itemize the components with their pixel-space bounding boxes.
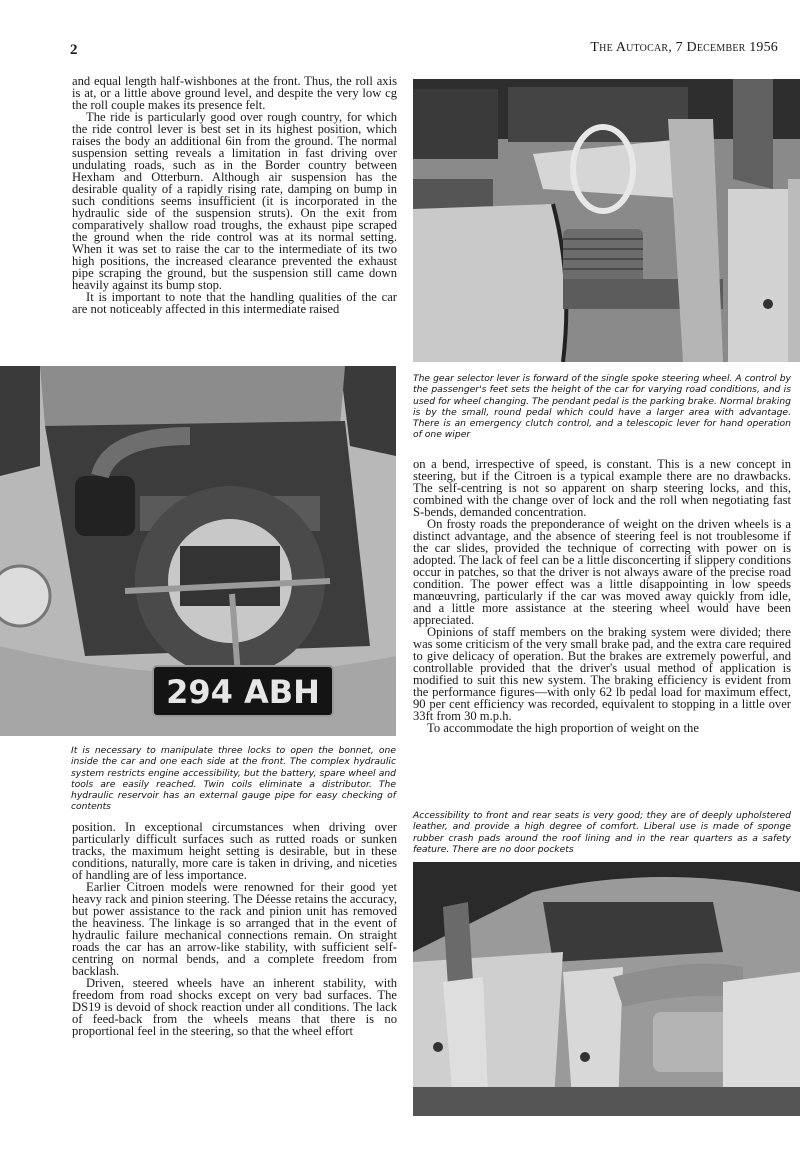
number-plate: 294 ABH [166,673,320,711]
running-head: The Autocar, 7 December 1956 [590,40,778,55]
paragraph: Earlier Citroen models were renowned for their good yet heavy rack and pinion steering. The Déesse retains the accuracy, but power assistance to the rack and pinion unit has removed the heaviness. The linkage is so arranged that in the event of hydraulic failure mechanical connections remain. On straight roads the car has an arrow-like stability, with sufficient self-centring on normal bends, and a complete freedom from backlash. [72,880,397,978]
paragraph: and equal length half-wishbones at the front. Thus, the roll axis is at, or a little above ground level, and despite the very low cg the roll couple makes its presence felt. [72,74,397,112]
paragraph: It is important to note that the handling qualities of the car are not noticeably affected in this intermediate raised [72,290,397,316]
engine-photo [0,366,396,736]
paragraph: on a bend, irrespective of speed, is constant. This is a new concept in steering, but if the Citroen is a typical example there are no drawbacks. The self-centring is not so apparent on sharp steering locks, and this, combined with the change over of lock and the roll when negotiating fast S-bends, demanded concentration. [413,457,791,519]
seats-photo [413,862,800,1116]
page-number: 2 [70,42,78,58]
car-interior-image [413,79,800,362]
engine-caption: It is necessary to manipulate three locks to open the bonnet, one inside the car and one each side at the front. The complex hydraulic system restricts engine accessibility, but the battery, spare wheel and tools are easily reached. Twin coils eliminate a distributor. The hydraulic reservoir has an external gauge pipe for easy checking of contents [71,745,396,813]
seats-caption: Accessibility to front and rear seats is very good; they are of deeply upholstered leather, and provide a high degree of comfort. Liberal use is made of sponge rubber crash pads around the roof lining and in the rear quarters as a safety feature. There are no door pockets [413,810,791,855]
interior-caption: The gear selector lever is forward of the single spoke steering wheel. A control by the passenger's feet sets the height of the car for varying road conditions, and is used for wheel changing. The pendant pedal is the parking brake. Normal braking is by the small, round pedal which could have a larger area with advantage. There is an emergency clutch control, and a telescopic lever for hand operation of one wiper [413,373,791,441]
interior-photo [413,79,800,362]
paragraph: To accommodate the high proportion of weight on the [427,721,699,735]
engine-bay-image [0,366,396,736]
paragraph: On frosty roads the preponderance of weight on the driven wheels is a distinct advantage, and the absence of steering feel is not troublesome if the car slides, provided the technique of correcting with power on is adopted. The lack of feel can be a little disconcerting if slippery conditions occur in patches, so that the driver is not always aware of the precise road condition. The power effect was a little disappointing in low speeds manœuvring, particularly if the car was moved away quickly from idle, and a little more assistance at the steering wheel would have been appreciated. [413,517,791,627]
right-column [413,458,791,734]
left-column-top [72,75,397,315]
paragraph: position. In exceptional circumstances when driving over particularly difficult surfaces such as rutted roads or sunken tracks, the maximum height setting is desirable, but in these conditions, naturally, more care is taken in driving, and niceties of handling are of less importance. [72,820,397,882]
car-seats-image [413,862,800,1116]
left-column-bottom [72,821,397,1037]
paragraph: The ride is particularly good over rough country, for which the ride control lever is best set in its highest position, which raises the body an additional 6in from the ground. The normal suspension setting reveals a limitation in fast driving over undulating roads, such as in the Border country between Hexham and Otterburn. Although air suspension has the desirable quality of a rapidly rising rate, damping on bump in such conditions seems insufficient (it is incorporated in the hydraulic side of the suspension struts). On the exit from comparatively shallow road troughs, the exhaust pipe scraped the ground when the ride control was at its normal setting. When it was set to raise the car to the intermediate of its two high positions, the increased clearance prevented the exhaust pipe scraping the ground, but the suspension still came down heavily against its bump stop. [72,110,397,292]
paragraph: Opinions of staff members on the braking system were divided; there was some criticism of the very small brake pad, and the extra care required to give delicacy of operation. But the brakes are extremely powerful, and controllable provided that the driver's usual method of application is modified to suit this new system. The braking efficiency is evident from the performance figures—with only 62 lb pedal load for maximum effect, 90 per cent efficiency was recorded, equivalent to stopping in a little over 33ft from 30 m.p.h. [413,625,791,723]
paragraph: Driven, steered wheels have an inherent stability, with freedom from road shocks except on very bad surfaces. The DS19 is devoid of shock reaction under all conditions. The lack of feed-back from the wheels means that there is no proportional feel in the steering, so that the wheel effort [72,976,397,1038]
